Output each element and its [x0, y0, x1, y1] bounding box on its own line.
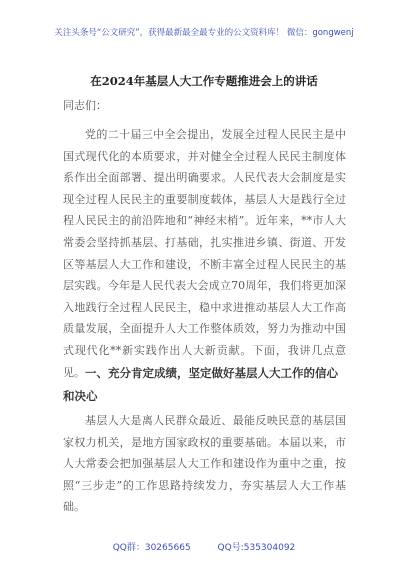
section-heading: 一、充分肯定成绩，坚定做好基层人大工作的信心和决心 — [63, 366, 338, 403]
document-title: 在2024年基层人大工作专题推进会上的讲话 — [90, 74, 318, 88]
footer-qq-number: QQ号:535304092 — [217, 543, 296, 553]
paragraph-section-1: 基层人大是离人民群众最近、最能反映民意的基层国家权力机关，是地方国家政权的重要基础。本届以来，市人大常委会把加强基层人大工作和建设作为重中之重，按照“三步走”的工作思路持续发力，夯实基层人大工作基础。 — [63, 414, 346, 514]
paragraph-intro: 党的二十届三中全会提出，发展全过程人民民主是中国式现代化的本质要求，并对健全全过程人民民主制度体系作出全面部署、提出明确要求。人民代表大会制度是实现全过程人民民主的重要制度载体，基层人大是践行全过程人民民主的前沿阵地和“神经末梢”。近年来，**市人大常委会坚持抓基层、打基础，扎实推进乡镇、街道、开发区等基层人大工作和建设，不断丰富全过程人民民主的基层实践。今年是人民代表大会成立70周年，我们将更加深入地践行全过程人民民主，稳中求进推动基层人大工作高质量发展，全面提升人大工作整体质效，努力为推动中国式现代化**新实践作出人大新贡献。下面，我讲几点意见。 — [63, 128, 346, 379]
greeting: 同志们： — [63, 99, 107, 112]
footer-qq-group: QQ群：30265665 — [112, 543, 191, 553]
header-banner: 关注头条号“公文研究”，获得最新最全最专业的公文资料库！ 微信：gongwenj — [54, 28, 354, 38]
footer — [0, 540, 408, 553]
